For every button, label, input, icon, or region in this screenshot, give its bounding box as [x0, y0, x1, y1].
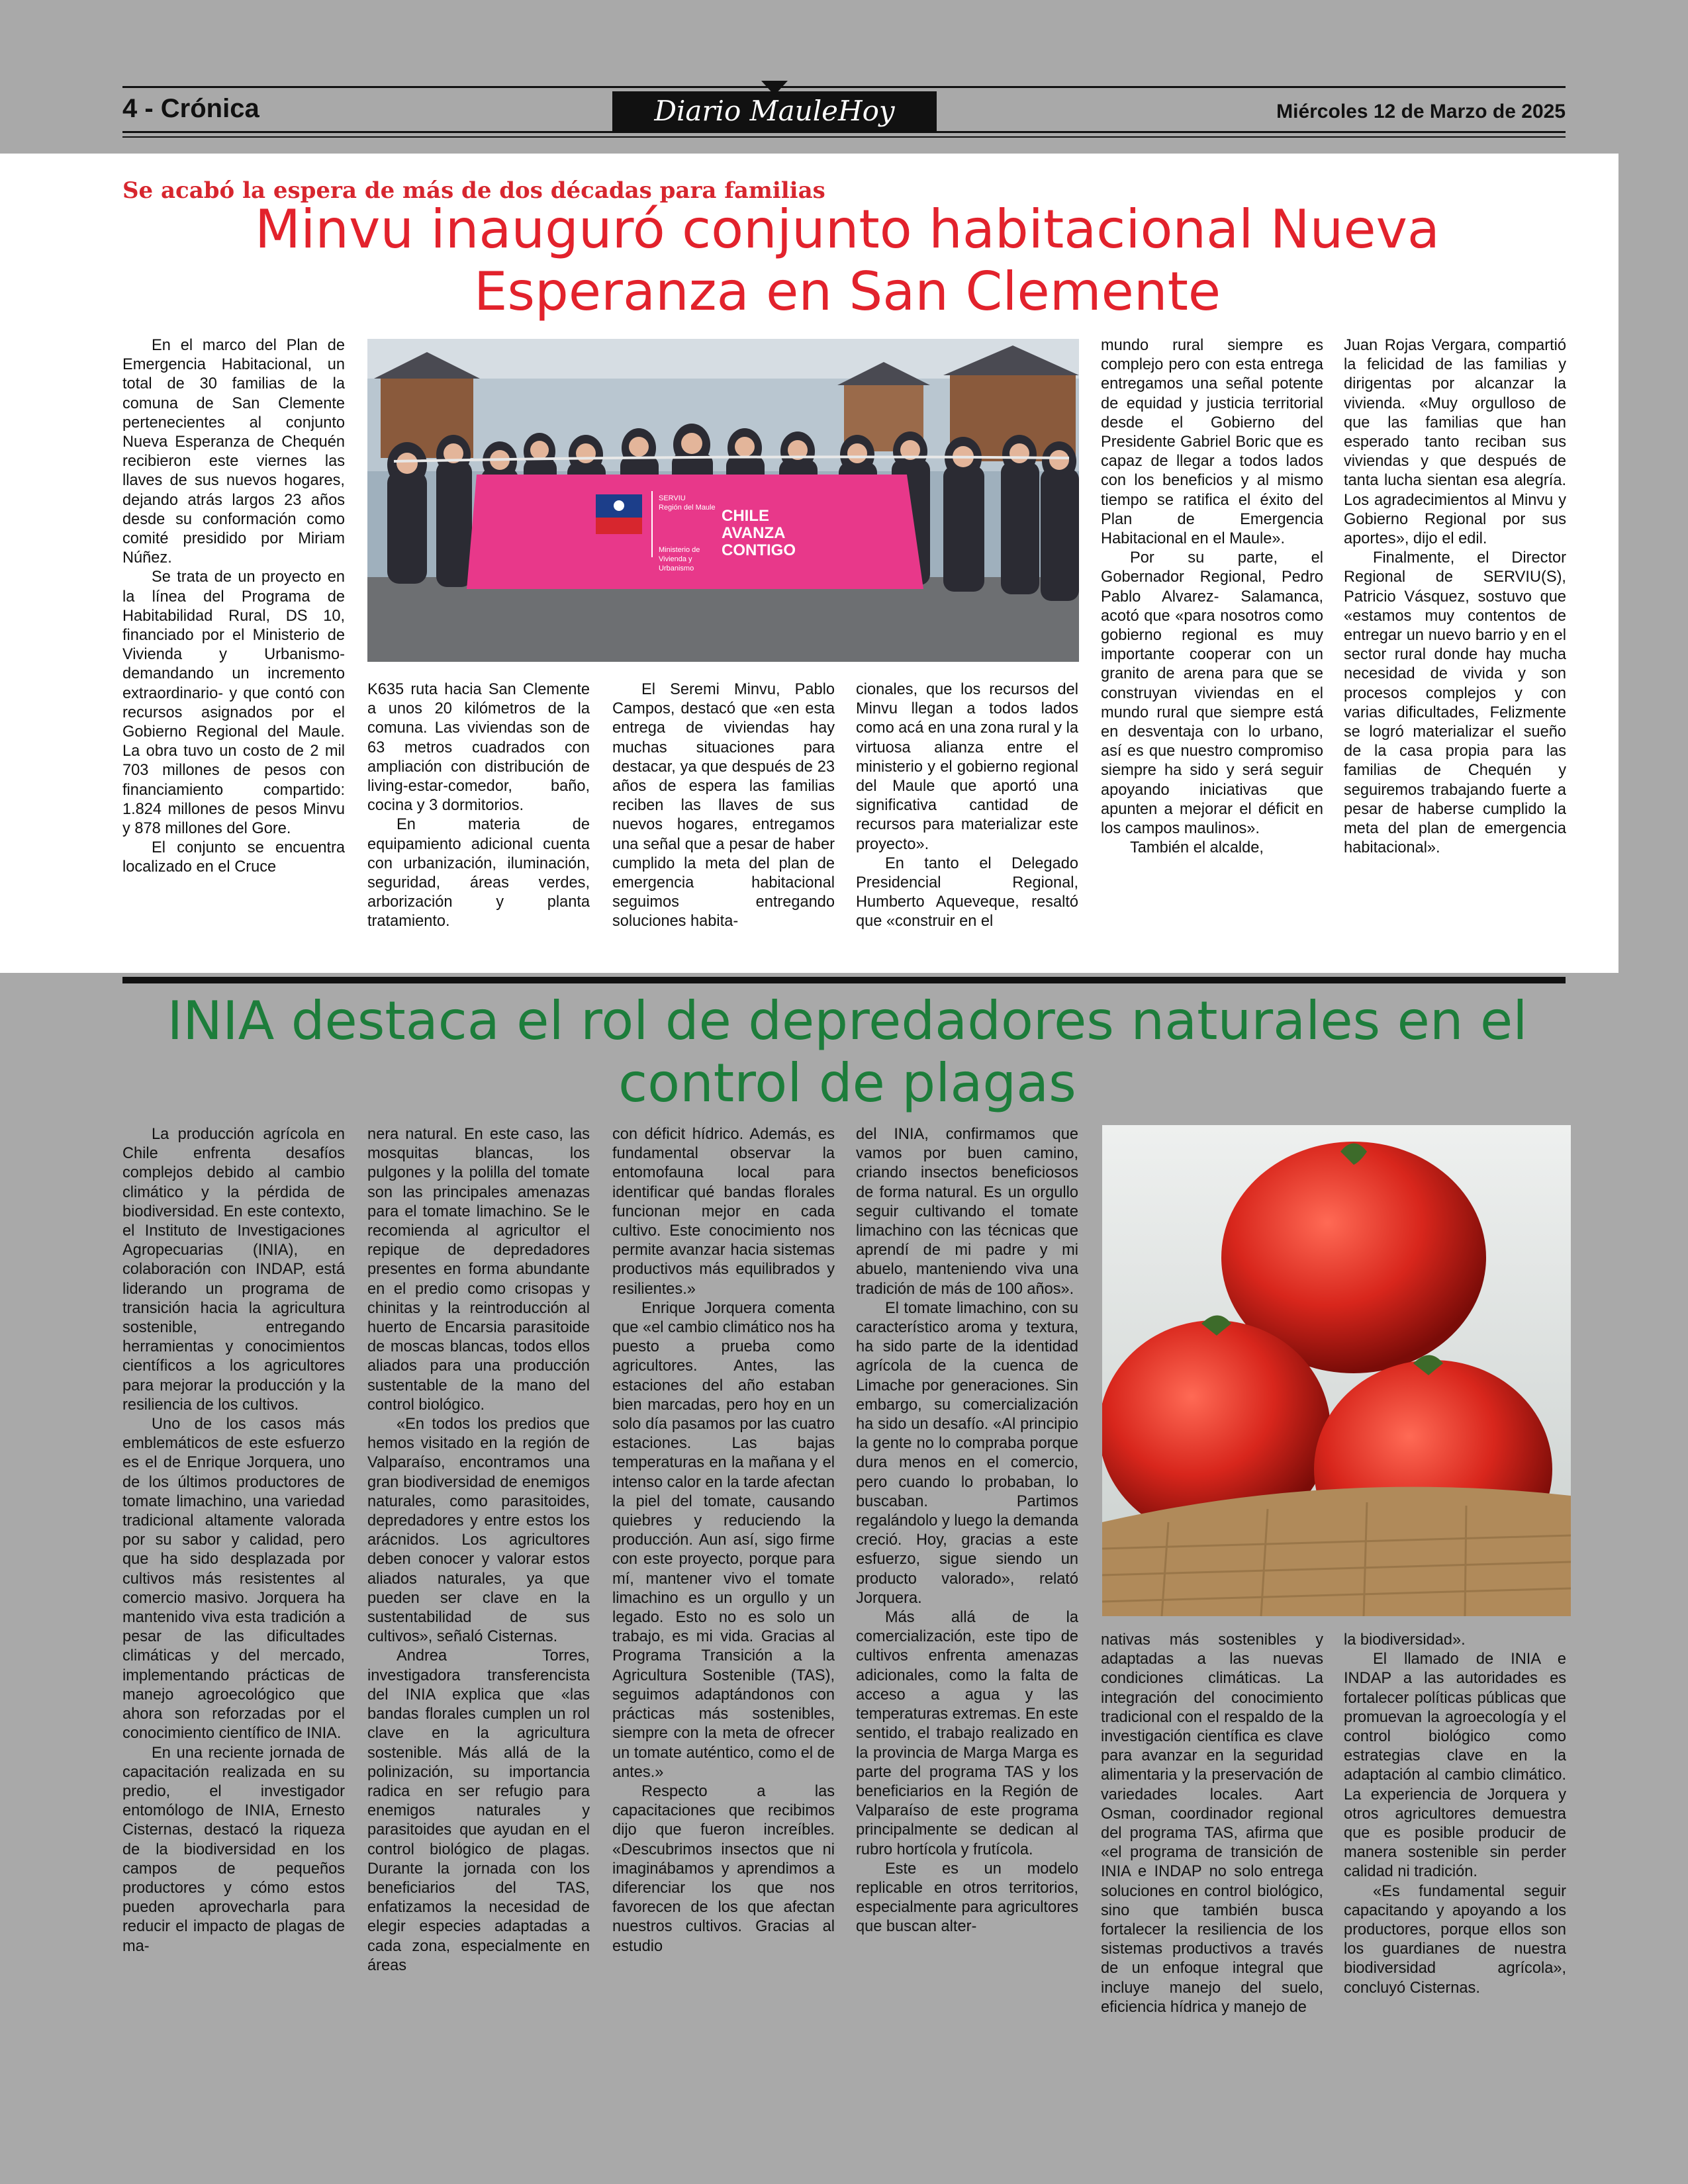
article1-headline: Minvu inauguró conjunto habitacional Nueva Esperanza en San Clemente	[255, 199, 1440, 322]
paragraph: Se trata de un proyecto en la línea del Programa de Habitabilidad Rural, DS 10, financiado por el Ministerio de Vivienda y Urbanismo-demandando un incremento extraordinario- y que contó con recursos asignados por el Gobierno Regional del Maule. La obra tuvo un costo de 2 mil 703 millones de pesos con financiamiento compartido: 1.824 millones de pesos Minvu y 878 millones del Gore.	[122, 569, 345, 838]
paragraph: «Es fundamental seguir capacitando y apoyando a los productores, porque ellos son los guardianes de nuestra biodiversidad agrícola», concluyó Cisternas.	[1344, 1882, 1566, 1997]
paragraph: nera natural. En este caso, las mosquitas blancas, los pulgones y la polilla del tomate son las principales amenazas para el tomate limachino. Se le recomienda al agricultor el repique de depredadores presentes en forma abundante en el predio como crisopas y chinitas y la reintroducción al huerto de Encarsia parasitoide de moscas blancas, todos ellos aliados para una producción sustentable de la mano del control biológico.	[367, 1126, 590, 1414]
paragraph: Andrea Torres, investigadora transferencista del INIA explica que «las bandas florales cumplen un rol clave en la agricultura sostenible. Más allá de la polinización, su importancia radica en ser refugio para enemigos naturales y parasitoides que ayudan en el control biológico de plagas. Durante la jornada con los beneficiarios del TAS, enfatizamos la necesidad de elegir especies adaptadas a cada zona, especialmente en áreas	[367, 1647, 590, 1974]
paragraph: «En todos los predios que hemos visitado en la región de Valparaíso, encontramos una gran biodiversidad de enemigos naturales, como parasitoides, depredadores y entre estos los arácnidos. Los agricultores deben conocer y valorar estos aliados naturales, ya que pueden ser clave en la sustentabilidad de sus cultivos», señaló Cisternas.	[367, 1416, 590, 1646]
paragraph: Juan Rojas Vergara, compartió la felicidad de las familias y dirigentas por alcanzar la vivienda. «Muy orgulloso de que las familias que han esperado tanto reciban sus viviendas y que después de tanta lucha sientan esa alegría. Los agradecimientos al Minvu y Gobierno Regional por sus aportes», dijo el edil.	[1344, 337, 1566, 548]
paragraph: En materia de equipamiento adicional cuenta con urbanización, iluminación, seguridad, áreas verdes, arborización y planta tratamiento.	[367, 816, 590, 931]
paragraph: El conjunto se encuentra localizado en el Cruce	[122, 839, 345, 876]
article1-kicker: Se acabó la espera de más de dos décadas para familias	[122, 177, 825, 204]
paragraph: En tanto el Delegado Presidencial Regional, Humberto Aqueveque, resaltó que «construir en el	[856, 854, 1078, 931]
article2-column-5	[1101, 1631, 1323, 2017]
header-bottom-rule	[122, 131, 1566, 133]
article2-column-3	[612, 1125, 835, 1956]
masthead-logo: Diario MauleHoy	[612, 91, 937, 131]
paragraph: En el marco del Plan de Emergencia Habitacional, un total de 30 familias de la comuna de San Clemente pertenecientes al conjunto Nueva Esperanza de Chequén recibieron este viernes las llaves de sus nuevos hogares, dejando atrás largos 23 años desde su conformación como comité presidido por Miriam Núñez.	[122, 337, 345, 567]
paragraph: El llamado de INIA e INDAP a las autoridades es fortalecer políticas públicas que promuevan la agroecología y el control biológico como estrategias clave en la adaptación al cambio climático. La experiencia de Jorquera y otros agricultores demuestra que es posible producir de manera sostenible sin perder calidad ni tradición.	[1344, 1651, 1566, 1881]
banner-slogan: CHILE AVANZA CONTIGO	[722, 507, 796, 559]
paragraph: mundo rural siempre es complejo pero con esta entrega entregamos una señal potente de equidad y justicia territorial desde el Gobierno del Presidente Gabriel Boric que es capaz de llegar a todos lados con los beneficios y al mismo tiempo se ratifica el éxito del Plan de Emergencia Habitacional en el Maule».	[1101, 337, 1323, 548]
header-bottom-rule-thin	[122, 136, 1566, 138]
paragraph: El Seremi Minvu, Pablo Campos, destacó que «en esta entrega de viviendas hay muchas situaciones para destacar, ya que después de 23 años de espera las familias reciben las llaves de sus nuevos hogares, entregamos una señal que a pesar de haber cumplido la meta del plan de emergencia habitacional seguimos entregando soluciones habita-	[612, 681, 835, 931]
paragraph: Por su parte, el Gobernador Regional, Pedro Pablo Alvarez- Salamanca, acotó que «para nosotros como gobierno regional es muy importante cooperar con un granito de arena para que se construyan viviendas en el mundo rural que siempre está en desventaja con lo urbano, así es que nuestro compromiso siempre ha sido y será seguir apoyando iniciativas que apunten a mejorar el déficit en los campos maulinos».	[1101, 549, 1323, 838]
article1-column-3	[612, 680, 835, 932]
article1-column-6	[1344, 336, 1566, 858]
paragraph: La producción agrícola en Chile enfrenta desafíos complejos debido al cambio climático y la pérdida de biodiversidad. En este contexto, el Instituto de Investigaciones Agropecuarias (INIA), en colaboración con INDAP, está liderando un programa de transición hacia la agricultura sostenible, entregando herramientas y conocimientos científicos a los agricultores para mejorar la producción y la resiliencia de los cultivos.	[122, 1126, 345, 1414]
paragraph: Más allá de la comercialización, este tipo de cultivos enfrenta amenazas adicionales, como la falta de acceso a agua y las temperaturas extremas. En este sentido, el trabajo realizado en la provincia de Marga Marga es parte del programa TAS y los beneficiarios en la Región de Valparaíso de este programa principalmente se dedican al rubro hortícola y frutícola.	[856, 1609, 1078, 1858]
article2-column-4	[856, 1125, 1078, 1937]
section-label: 4 - Crónica	[122, 94, 259, 123]
article1-column-5	[1101, 336, 1323, 858]
paragraph: K635 ruta hacia San Clemente a unos 20 kilómetros de la comuna. Las viviendas son de 63 metros cuadrados con ampliación con distribución de living-estar-comedor, baño, cocina y 3 dormitorios.	[367, 681, 590, 815]
article2-photo	[1102, 1125, 1571, 1616]
paragraph: Uno de los casos más emblemáticos de este esfuerzo es el de Enrique Jorquera, uno de los últimos productores de tomate limachino, una variedad tradicional altamente valorada por su sabor y calidad, pero que ha sido desplazada por cultivos más resistentes al comercio masivo. Jorquera ha mantenido viva esta tradición a pesar de las dificultades climáticas y del mercado, implementando prácticas de manejo agroecológico que ahora son reforzadas por el conocimiento científico de INIA.	[122, 1416, 345, 1743]
paragraph: Respecto a las capacitaciones que recibimos dijo que fueron increíbles. «Descubrimos insectos que ni imaginábamos y aprendimos a diferenciar los que nos favorecen de los que afectan nuestros cultivos. Gracias al estudio	[612, 1782, 835, 1955]
page-header	[122, 85, 1566, 138]
article2-column-1	[122, 1125, 345, 1956]
ribbon-cutting-illustration	[367, 339, 1079, 662]
header-top-rule	[122, 86, 1566, 88]
article2-column-6	[1344, 1631, 1566, 1998]
paragraph: En una reciente jornada de capacitación realizada en su predio, el investigador entomólogo de INIA, Ernesto Cisternas, destacó la riqueza de la biodiversidad en los campos de pequeños productores y cómo estos pueden aprovecharla para reducir el impacto de plagas de ma-	[122, 1744, 345, 1955]
article2-headline: INIA destaca el rol de depredadores naturales en el control de plagas	[167, 990, 1528, 1114]
article1-column-4	[856, 680, 1078, 932]
paragraph: Finalmente, el Director Regional de SERVIU(S), Patricio Vásquez, sostuvo que «estamos muy contentos de entregar un nuevo barrio y en el sector rural donde hay mucha necesidad de vivida y son procesos complejos y con varias dificultades, Felizmente se logró materializar el sueño de la casa propia para las familias de Chequén y seguiremos trabajando fuerte a pesar de haberse cumplido la meta del plan de emergencia habitacional».	[1344, 549, 1566, 857]
paragraph: cionales, que los recursos del Minvu llegan a todos lados como acá en una zona rural y la virtuosa alianza entre el ministerio y el gobierno regional del Maule que aportó una significativa cantidad de recursos para materializar este proyecto».	[856, 681, 1078, 853]
paragraph: El tomate limachino, con su característico aroma y textura, ha sido parte de la identidad agrícola de la cuenca de Limache por generaciones. Sin embargo, su comercialización ha sido un desafío. «Al principio la gente no lo compraba porque dura menos en el comercio, pero cuando lo probaban, lo buscaban. Partimos regalándolo y luego la demanda creció. Hoy, gracias a este esfuerzo, sigue siendo un producto valorado», relató Jorquera.	[856, 1299, 1078, 1607]
paragraph: del INIA, confirmamos que vamos por buen camino, criando insectos beneficiosos de forma natural. Es un orgullo seguir cultivando el tomate limachino con las técnicas que aprendí de mi padre y mi abuelo, manteniendo viva una tradición de más de 100 años».	[856, 1126, 1078, 1298]
banner-ministry-text: SERVIU Región del Maule Ministerio de Vivienda y Urbanismo	[659, 494, 716, 572]
paragraph: la biodiversidad».	[1344, 1631, 1466, 1649]
article2-column-2	[367, 1125, 590, 1976]
issue-date: Miércoles 12 de Marzo de 2025	[1276, 101, 1566, 122]
article1-photo	[367, 339, 1079, 662]
article1-column-2	[367, 680, 590, 932]
paragraph: También el alcalde,	[1130, 839, 1264, 857]
paragraph: nativas más sostenibles y adaptadas a las nuevas condiciones climáticas. La integración del conocimiento tradicional con el respaldo de la investigación científica es clave para avanzar en la seguridad alimentaria y la preservación de variedades locales. Aart Osman, coordinador regional del programa TAS, afirma que «el programa de transición de INIA e INDAP no solo entrega soluciones en control biológico, sino que también busca fortalecer la resiliencia de los sistemas productivos a través de un enfoque integral que incluye manejo del suelo, eficiencia hídrica y manejo de	[1101, 1631, 1323, 2016]
article1-column-1	[122, 336, 345, 878]
tomatoes-illustration	[1102, 1125, 1571, 1616]
paragraph: con déficit hídrico. Además, es fundamental observar la entomofauna local para identificar qué bandas florales funcionan mejor en cada cultivo. Este conocimiento nos permite avanzar hacia sistemas productivos más equilibrados y resilientes.»	[612, 1126, 835, 1298]
paragraph: Enrique Jorquera comenta que «el cambio climático nos ha puesto a prueba como agricultores. Antes, las estaciones del año estaban bien marcadas, pero hoy en un solo día pasamos por las cuatro estaciones. Las bajas temperaturas en la mañana y el intenso calor en la tarde afectan la piel del tomate, causando quiebres y reduciendo la producción. Aun así, sigo firme con este proyecto, porque para mí, mantener vivo el tomate limachino es un orgullo y un legado. Esto no es solo un trabajo, es mi vida. Gracias al Programa Transición a la Agricultura Sostenible (TAS), seguimos adaptándonos con prácticas más sostenibles, siempre con la meta de ofrecer un tomate auténtico, como el de antes.»	[612, 1299, 835, 1781]
paragraph: Este es un modelo replicable en otros territorios, especialmente para agricultores que buscan alter-	[856, 1860, 1078, 1936]
article-separator	[122, 977, 1566, 983]
